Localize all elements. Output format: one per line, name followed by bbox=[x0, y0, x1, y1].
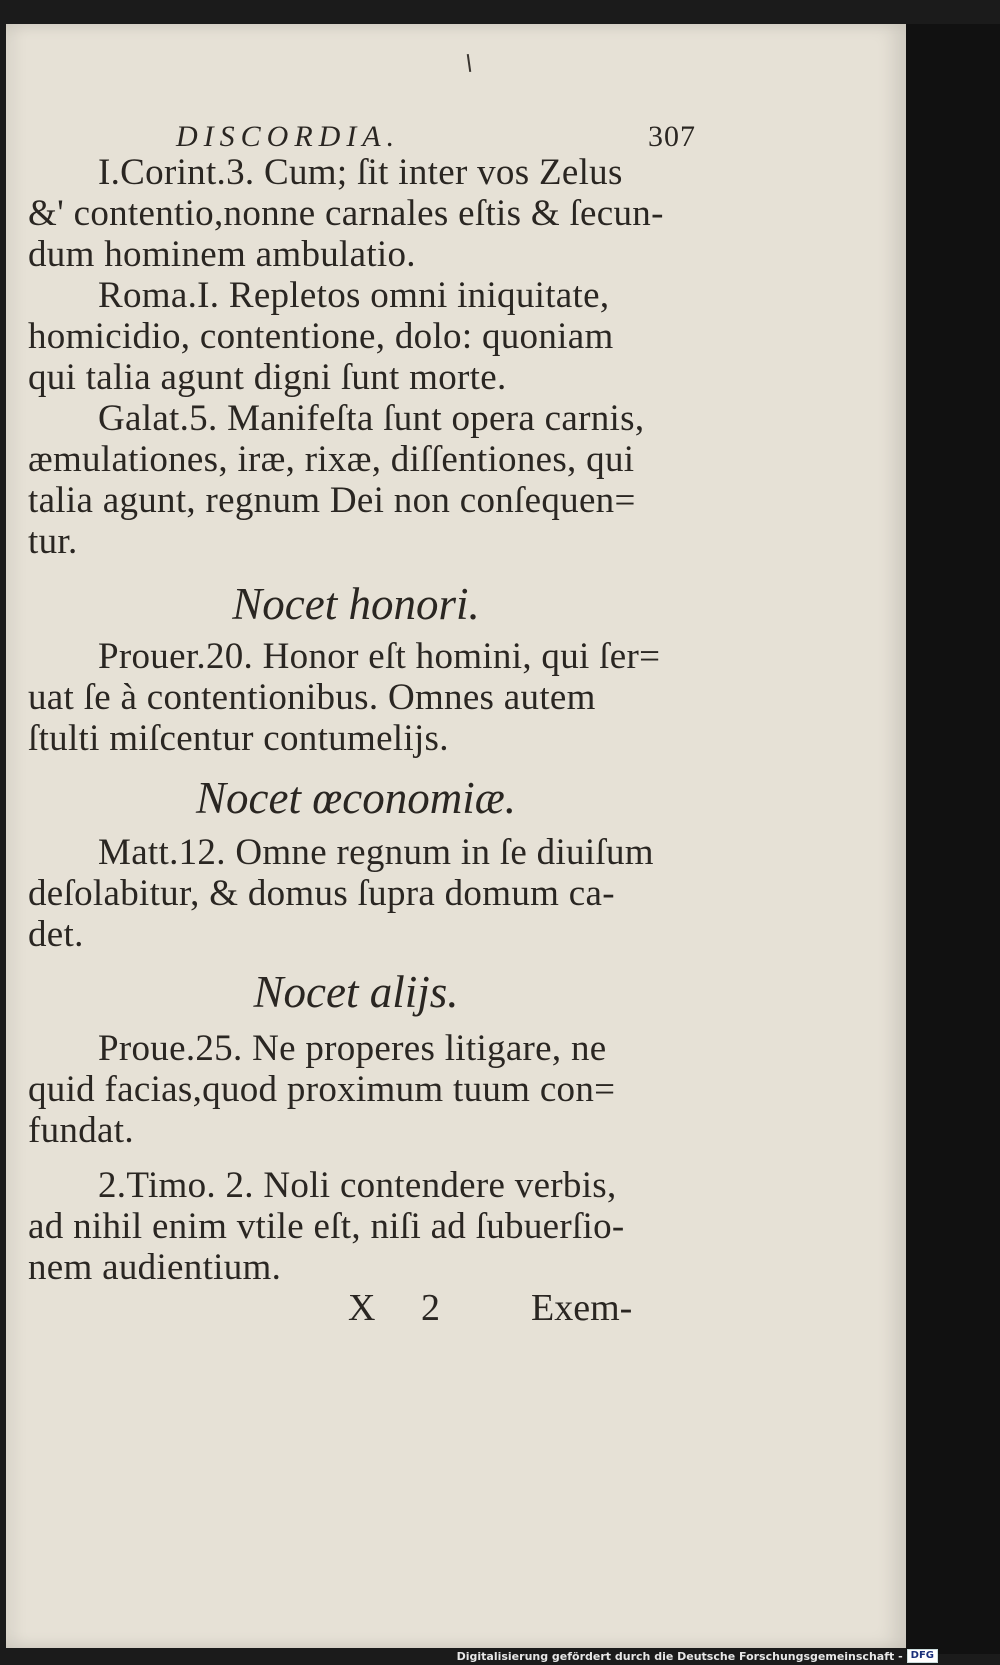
paragraph-matthew bbox=[28, 832, 688, 955]
ink-mark bbox=[467, 54, 471, 72]
text-line: dum hominem ambulatio. bbox=[28, 234, 416, 275]
section-text bbox=[28, 1028, 688, 1288]
digitization-credit bbox=[457, 1649, 938, 1663]
paragraph-corinthians bbox=[28, 152, 688, 275]
text-line: ſtulti miſcentur contumelijs. bbox=[28, 718, 449, 759]
opening-text bbox=[28, 152, 688, 562]
page-number: 307 bbox=[648, 120, 696, 153]
page-foot-line bbox=[6, 1286, 706, 1336]
text-line: I.Corint.3. Cum; ſit inter vos Zelus bbox=[98, 152, 623, 193]
text-line: qui talia agunt digni ſunt morte. bbox=[28, 357, 507, 398]
running-title: DISCORDIA. bbox=[176, 120, 401, 153]
section-heading: Nocet œconomiæ. bbox=[196, 773, 516, 823]
dfg-logo: DFG bbox=[907, 1649, 938, 1663]
paragraph-prouerbs-25 bbox=[28, 1028, 688, 1151]
catchword: Exem- bbox=[531, 1287, 633, 1329]
text-line: Galat.5. Manifeſta ſunt opera carnis, bbox=[98, 398, 645, 439]
paragraph-timothy bbox=[28, 1165, 688, 1288]
credit-text: Digitalisierung gefördert durch die Deutsche Forschungsgemeinschaft - bbox=[456, 1649, 903, 1663]
text-line: homicidio, contentione, dolo: quoniam bbox=[28, 316, 614, 357]
text-line: talia agunt, regnum Dei non conſequen= bbox=[28, 480, 636, 521]
signature-mark: X 2 bbox=[348, 1287, 458, 1329]
text-line: 2.Timo. 2. Noli contendere verbis, bbox=[98, 1165, 617, 1206]
section-text bbox=[28, 636, 688, 759]
text-line: Proue.25. Ne properes litigare, ne bbox=[98, 1028, 607, 1069]
book-edge-shadow bbox=[906, 24, 1000, 1654]
text-line: æmulationes, iræ, rixæ, diſſentiones, qui bbox=[28, 439, 635, 480]
section-text bbox=[28, 832, 688, 955]
book-page bbox=[6, 24, 906, 1648]
section-heading: Nocet alijs. bbox=[253, 967, 459, 1017]
text-line: uat ſe à contentionibus. Omnes autem bbox=[28, 677, 596, 718]
paragraph-galatians bbox=[28, 398, 688, 562]
text-line: deſolabitur, & domus ſupra domum ca- bbox=[28, 873, 615, 914]
text-line: Prouer.20. Honor eſt homini, qui ſer= bbox=[98, 636, 661, 677]
paragraph-prouerbs-20 bbox=[28, 636, 688, 759]
text-line: &' contentio,nonne carnales eſtis & ſecun- bbox=[28, 193, 664, 234]
text-line: tur. bbox=[28, 521, 78, 562]
paragraph-romans bbox=[28, 275, 688, 398]
text-line: quid facias,quod proximum tuum con= bbox=[28, 1069, 616, 1110]
text-line: Roma.I. Repletos omni iniquitate, bbox=[98, 275, 610, 316]
text-line: det. bbox=[28, 914, 84, 955]
text-line: nem audientium. bbox=[28, 1247, 282, 1288]
section-heading: Nocet honori. bbox=[232, 579, 480, 629]
text-line: fundat. bbox=[28, 1110, 134, 1151]
text-line: ad nihil enim vtile eſt, niſi ad ſubuerſio- bbox=[28, 1206, 625, 1247]
text-line: Matt.12. Omne regnum in ſe diuiſum bbox=[98, 832, 654, 873]
